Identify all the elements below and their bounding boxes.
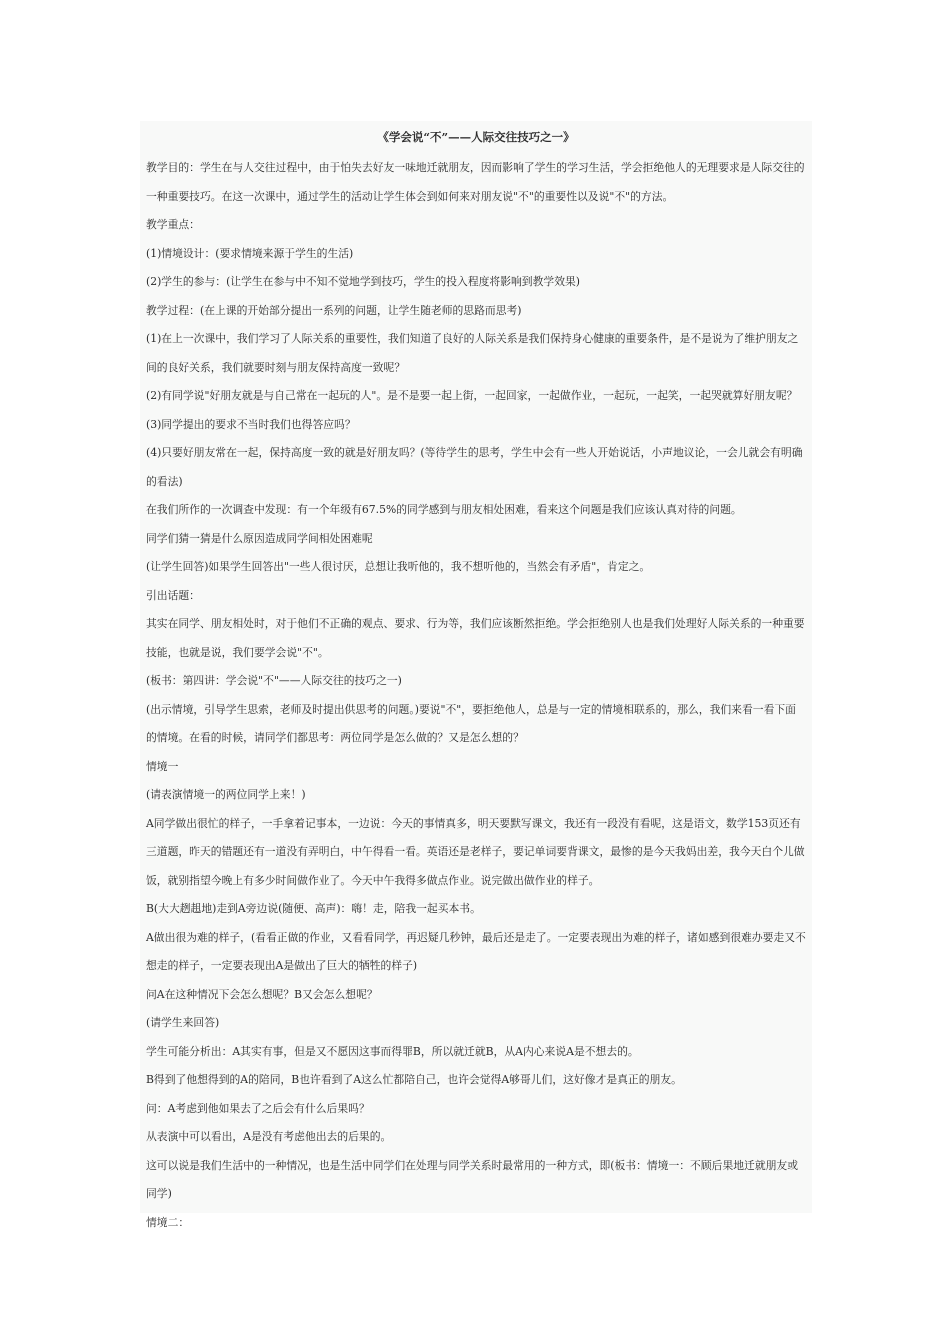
paragraph: 问：A考虑到他如果去了之后会有什么后果吗？ xyxy=(146,1101,370,1115)
paragraph: 教学目的：学生在与人交往过程中，由于怕失去好友一味地迁就朋友，因而影响了学生的学习生活，学会拒绝他人的无理要求是人际交往的一种重要技巧。在这一次课中，通过学生的活动让学生体会到如何来对朋友说"不"的重要性以及说"不"的方法。 xyxy=(146,161,805,203)
paragraph: (请表演情境一的两位同学上来！) xyxy=(146,788,306,801)
paragraph: A做出很为难的样子，(看看正做的作业，又看看同学，再迟疑几秒钟，最后还是走了。一定要表现出为难的样子，诸如感到很难办要走又不想走的样子，一定要表现出A是做出了巨大的牺牲的样子) xyxy=(146,930,806,972)
paragraph: 情境一 xyxy=(146,759,179,773)
paragraph: 情境二： xyxy=(146,1215,190,1229)
paragraph: 引出话题： xyxy=(146,588,200,602)
paragraph: (出示情境，引导学生思索，老师及时提出供思考的问题。)要说"不"，要拒绝他人，总是与一定的情境相联系的，那么，我们来看一看下面的情境。在看的时候，请同学们都思考：两位同学是怎么做的？又是怎么想的？ xyxy=(146,702,796,744)
paragraph: (2)学生的参与：(让学生在参与中不知不觉地学到技巧，学生的投入程度将影响到教学效果) xyxy=(146,275,580,288)
paragraph: B得到了他想得到的A的陪同，B也许看到了A这么忙都陪自己，也许会觉得A够哥儿们，这好像才是真正的朋友。 xyxy=(146,1073,682,1086)
paragraph: 教学重点： xyxy=(146,218,200,231)
paragraph: 从表演中可以看出，A是没有考虑他出去的后果的。 xyxy=(146,1130,392,1143)
document-page xyxy=(140,121,812,1229)
paragraph: 问A在这种情况下会怎么想呢？B又会怎么想呢？ xyxy=(146,987,378,1001)
document-body xyxy=(146,154,806,1237)
paragraph: A同学做出很忙的样子，一手拿着记事本，一边说：今天的事情真多，明天要默写课文，我还有一段没有看呢，这是语文，数学153页还有三道题，昨天的错题还有一道没有弄明白，中午得看一看。英语还是老样子，要记单词要背课文，最惨的是今天我妈出差，我今天白个儿做饭，就别指望今晚上有多少时间做作业了。今天中午我得多做点作业。说完做出做作业的样子。 xyxy=(146,816,805,887)
paragraph: (3)同学提出的要求不当时我们也得答应吗？ xyxy=(146,417,356,431)
paragraph: 同学们猜一猜是什么原因造成同学间相处困难呢 xyxy=(146,531,373,545)
paragraph: (4)只要好朋友常在一起，保持高度一致的就是好朋友吗？(等待学生的思考，学生中会有一些人开始说话，小声地议论，一会儿就会有明确的看法) xyxy=(146,446,803,488)
document-title: 《学会说“不”——人际交往技巧之一》 xyxy=(377,130,575,144)
paragraph: (1)情境设计：(要求情境来源于学生的生活) xyxy=(146,246,354,260)
paragraph: (2)有同学说"好朋友就是与自己常在一起玩的人"。是不是要一起上街，一起回家，一起做作业，一起玩，一起笑，一起哭就算好朋友呢？ xyxy=(146,389,798,402)
paragraph: 这可以说是我们生活中的一种情况，也是生活中同学们在处理与同学关系时最常用的一种方式，即(板书：情境一：不顾后果地迁就朋友或同学) xyxy=(146,1158,799,1200)
paragraph: (1)在上一次课中，我们学习了人际关系的重要性，我们知道了良好的人际关系是我们保持身心健康的重要条件，是不是说为了维护朋友之间的良好关系，我们就要时刻与朋友保持高度一致呢？ xyxy=(146,332,799,374)
paragraph: (请学生来回答) xyxy=(146,1016,220,1029)
paragraph: 教学过程：(在上课的开始部分提出一系列的问题，让学生随老师的思路而思考) xyxy=(146,303,522,317)
paragraph: (让学生回答)如果学生回答出"一些人很讨厌，总想让我听他的，我不想听他的，当然会有矛盾"，肯定之。 xyxy=(146,560,651,573)
paragraph: 在我们所作的一次调查中发现：有一个年级有67.5%的同学感到与朋友相处困难，看来这个问题是我们应该认真对待的问题。 xyxy=(146,503,742,516)
paragraph: 其实在同学、朋友相处时，对于他们不正确的观点、要求、行为等，我们应该断然拒绝。学会拒绝别人也是我们处理好人际关系的一种重要技能，也就是说，我们要学会说"不"。 xyxy=(146,617,805,659)
paragraph: 学生可能分析出：A其实有事，但是又不愿因这事而得罪B，所以就迁就B，从A内心来说A是不想去的。 xyxy=(146,1044,639,1058)
paragraph: B(大大趔趄地)走到A旁边说(随便、高声)：嗨！走，陪我一起买本书。 xyxy=(146,902,481,915)
paragraph: (板书：第四讲：学会说"不"——人际交往的技巧之一) xyxy=(146,674,402,687)
